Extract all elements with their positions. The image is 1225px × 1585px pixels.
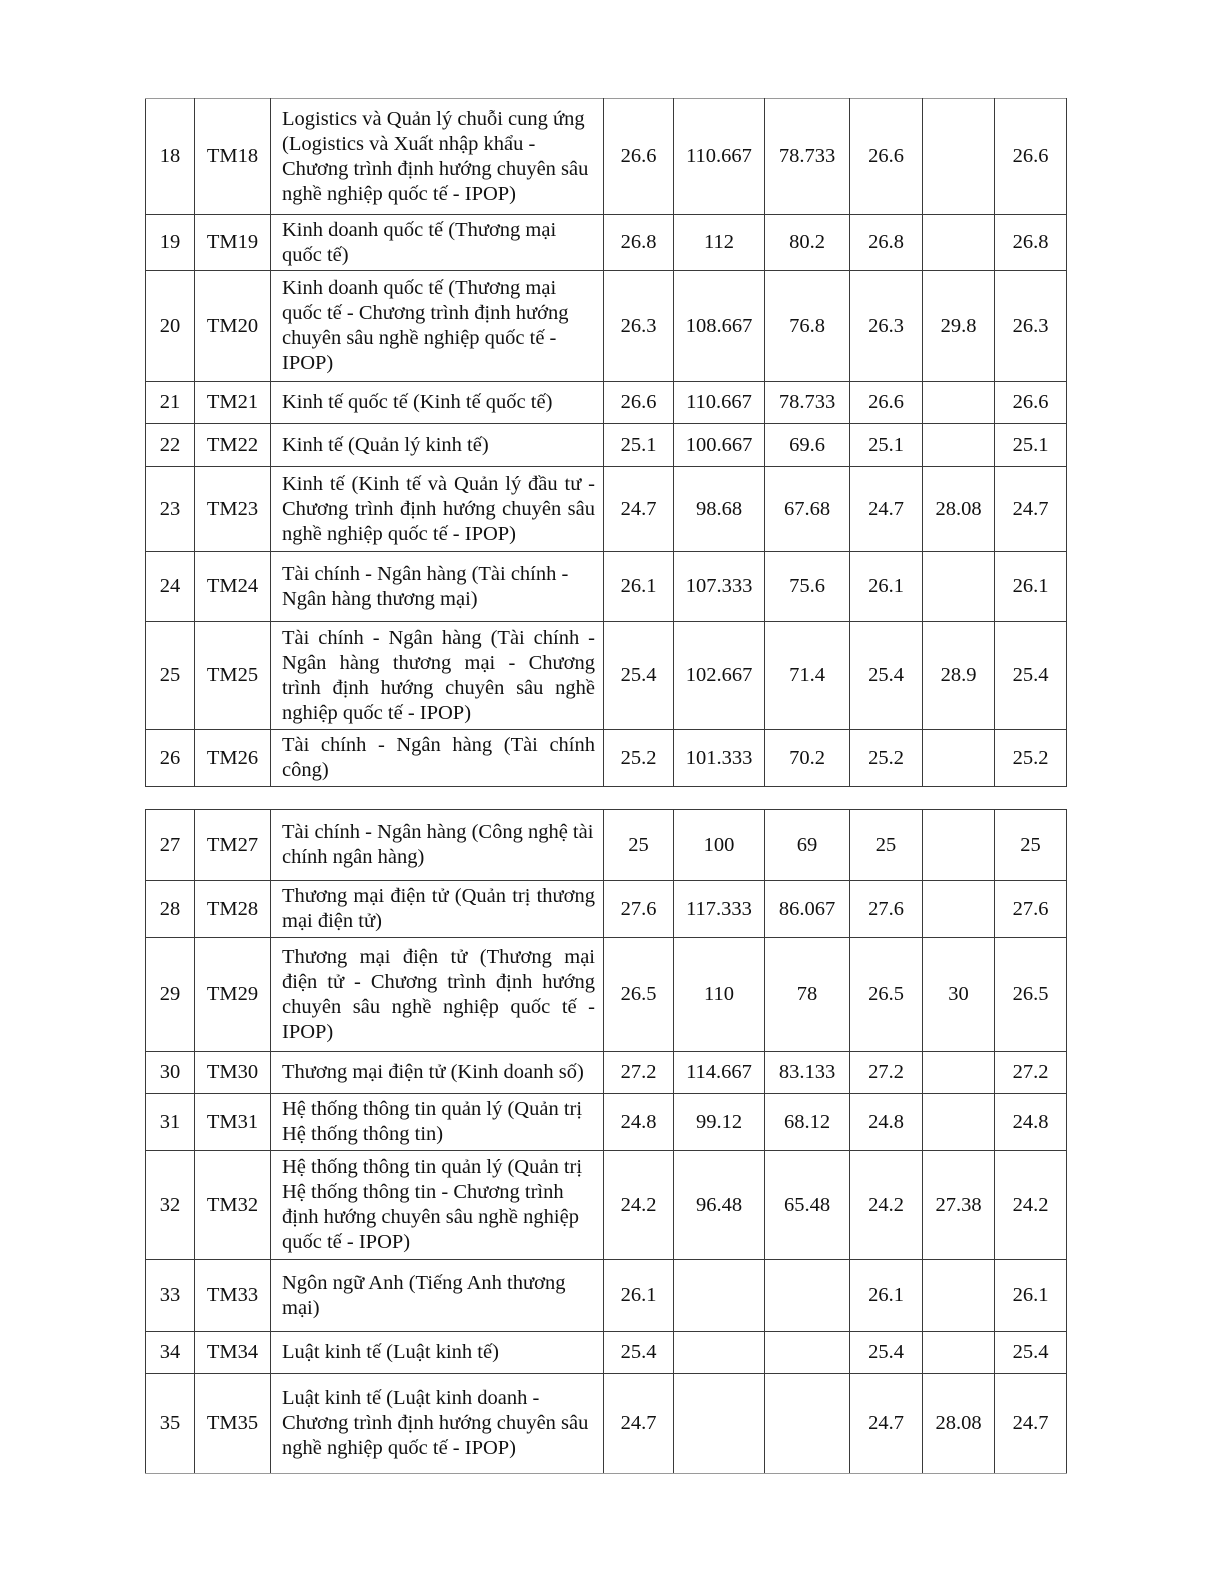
score-col-5-cell: 28.08 [923, 1374, 995, 1474]
row-number-cell: 35 [146, 1374, 195, 1474]
score-col-2-cell: 117.333 [674, 881, 765, 938]
score-col-3-cell: 76.8 [765, 271, 850, 382]
score-col-6-cell: 26.6 [995, 382, 1067, 424]
score-col-3-cell: 78 [765, 938, 850, 1052]
program-name-cell: Tài chính - Ngân hàng (Tài chính - Ngân hàng thương mại - Chương trình định hướng chuyên sâu nghề nghiệp quốc tế - IPOP) [271, 622, 604, 730]
table-row [146, 424, 1067, 467]
score-col-5-cell: 30 [923, 938, 995, 1052]
program-name-cell: Thương mại điện tử (Thương mại điện tử - Chương trình định hướng chuyên sâu nghề nghiệp quốc tế - IPOP) [271, 938, 604, 1052]
program-name-cell: Kinh doanh quốc tế (Thương mại quốc tế - Chương trình định hướng chuyên sâu nghề nghiệp quốc tế - IPOP) [271, 271, 604, 382]
score-col-5-cell: 28.9 [923, 622, 995, 730]
score-col-4-cell: 25 [850, 810, 923, 881]
score-col-3-cell: 86.067 [765, 881, 850, 938]
score-col-1-cell: 26.1 [604, 1260, 674, 1332]
program-code-cell: TM23 [195, 467, 271, 552]
table-row [146, 810, 1067, 881]
score-col-4-cell: 26.6 [850, 382, 923, 424]
row-number-cell: 33 [146, 1260, 195, 1332]
score-col-6-cell: 27.6 [995, 881, 1067, 938]
row-number-cell: 19 [146, 215, 195, 271]
score-col-3-cell: 68.12 [765, 1094, 850, 1151]
row-number-cell: 23 [146, 467, 195, 552]
score-col-5-cell: 27.38 [923, 1151, 995, 1260]
score-col-6-cell: 26.3 [995, 271, 1067, 382]
program-name-cell: Luật kinh tế (Luật kinh tế) [271, 1332, 604, 1374]
row-number-cell: 24 [146, 552, 195, 622]
score-col-4-cell: 24.7 [850, 1374, 923, 1474]
score-col-5-cell: 29.8 [923, 271, 995, 382]
score-col-5-cell [923, 424, 995, 467]
score-col-1-cell: 26.6 [604, 99, 674, 215]
score-col-5-cell [923, 881, 995, 938]
program-name-cell: Kinh tế (Quản lý kinh tế) [271, 424, 604, 467]
score-col-2-cell: 107.333 [674, 552, 765, 622]
score-col-5-cell [923, 1094, 995, 1151]
score-col-2-cell: 110.667 [674, 382, 765, 424]
score-col-1-cell: 26.8 [604, 215, 674, 271]
program-name-cell: Tài chính - Ngân hàng (Tài chính công) [271, 730, 604, 787]
score-col-6-cell: 24.8 [995, 1094, 1067, 1151]
score-col-3-cell: 70.2 [765, 730, 850, 787]
row-number-cell: 31 [146, 1094, 195, 1151]
table-row [146, 1052, 1067, 1094]
score-col-3-cell: 80.2 [765, 215, 850, 271]
score-col-3-cell: 69 [765, 810, 850, 881]
program-name-cell: Kinh tế (Kinh tế và Quản lý đầu tư - Chương trình định hướng chuyên sâu nghề nghiệp quốc tế - IPOP) [271, 467, 604, 552]
program-code-cell: TM26 [195, 730, 271, 787]
table-row [146, 1094, 1067, 1151]
program-code-cell: TM27 [195, 810, 271, 881]
program-name-cell: Hệ thống thông tin quản lý (Quản trị Hệ thống thông tin - Chương trình định hướng chuyên sâu nghề nghiệp quốc tế - IPOP) [271, 1151, 604, 1260]
row-number-cell: 25 [146, 622, 195, 730]
score-col-1-cell: 26.5 [604, 938, 674, 1052]
program-name-cell: Thương mại điện tử (Kinh doanh số) [271, 1052, 604, 1094]
score-col-5-cell [923, 382, 995, 424]
score-col-1-cell: 26.3 [604, 271, 674, 382]
admission-score-table-part-1 [145, 98, 1067, 787]
score-col-1-cell: 24.8 [604, 1094, 674, 1151]
score-col-2-cell: 96.48 [674, 1151, 765, 1260]
score-col-6-cell: 26.1 [995, 552, 1067, 622]
score-col-4-cell: 24.7 [850, 467, 923, 552]
table-row [146, 622, 1067, 730]
score-col-4-cell: 26.6 [850, 99, 923, 215]
program-code-cell: TM25 [195, 622, 271, 730]
row-number-cell: 22 [146, 424, 195, 467]
table-row [146, 99, 1067, 215]
row-number-cell: 29 [146, 938, 195, 1052]
score-col-1-cell: 27.6 [604, 881, 674, 938]
table-row [146, 552, 1067, 622]
score-col-4-cell: 27.2 [850, 1052, 923, 1094]
table-row [146, 730, 1067, 787]
score-col-2-cell: 102.667 [674, 622, 765, 730]
table-row [146, 382, 1067, 424]
program-code-cell: TM29 [195, 938, 271, 1052]
table-row [146, 271, 1067, 382]
program-code-cell: TM32 [195, 1151, 271, 1260]
score-col-1-cell: 25.4 [604, 1332, 674, 1374]
score-col-4-cell: 26.1 [850, 552, 923, 622]
score-col-6-cell: 26.6 [995, 99, 1067, 215]
table-row [146, 1151, 1067, 1260]
score-col-2-cell: 112 [674, 215, 765, 271]
score-col-6-cell: 24.2 [995, 1151, 1067, 1260]
score-col-6-cell: 26.8 [995, 215, 1067, 271]
row-number-cell: 34 [146, 1332, 195, 1374]
score-col-6-cell: 25.1 [995, 424, 1067, 467]
score-col-5-cell: 28.08 [923, 467, 995, 552]
score-col-3-cell: 78.733 [765, 99, 850, 215]
score-col-2-cell [674, 1374, 765, 1474]
program-name-cell: Tài chính - Ngân hàng (Tài chính - Ngân hàng thương mại) [271, 552, 604, 622]
score-col-1-cell: 25.4 [604, 622, 674, 730]
program-code-cell: TM20 [195, 271, 271, 382]
score-col-4-cell: 25.4 [850, 1332, 923, 1374]
score-col-5-cell [923, 552, 995, 622]
row-number-cell: 20 [146, 271, 195, 382]
row-number-cell: 21 [146, 382, 195, 424]
program-code-cell: TM35 [195, 1374, 271, 1474]
score-col-4-cell: 25.1 [850, 424, 923, 467]
score-col-3-cell: 67.68 [765, 467, 850, 552]
program-name-cell: Kinh doanh quốc tế (Thương mại quốc tế) [271, 215, 604, 271]
program-code-cell: TM31 [195, 1094, 271, 1151]
score-col-5-cell [923, 1332, 995, 1374]
program-code-cell: TM18 [195, 99, 271, 215]
score-col-1-cell: 25.1 [604, 424, 674, 467]
score-col-6-cell: 25.2 [995, 730, 1067, 787]
score-col-1-cell: 24.2 [604, 1151, 674, 1260]
score-col-2-cell [674, 1332, 765, 1374]
score-col-4-cell: 26.8 [850, 215, 923, 271]
score-col-1-cell: 26.1 [604, 552, 674, 622]
score-col-4-cell: 26.3 [850, 271, 923, 382]
score-col-2-cell: 101.333 [674, 730, 765, 787]
row-number-cell: 30 [146, 1052, 195, 1094]
score-col-1-cell: 26.6 [604, 382, 674, 424]
score-col-3-cell [765, 1374, 850, 1474]
row-number-cell: 26 [146, 730, 195, 787]
score-col-4-cell: 27.6 [850, 881, 923, 938]
program-name-cell: Hệ thống thông tin quản lý (Quản trị Hệ thống thông tin) [271, 1094, 604, 1151]
score-col-5-cell [923, 810, 995, 881]
score-col-3-cell: 65.48 [765, 1151, 850, 1260]
table-row [146, 1374, 1067, 1474]
program-code-cell: TM30 [195, 1052, 271, 1094]
score-col-4-cell: 24.2 [850, 1151, 923, 1260]
score-col-4-cell: 26.5 [850, 938, 923, 1052]
program-code-cell: TM24 [195, 552, 271, 622]
score-col-3-cell: 78.733 [765, 382, 850, 424]
score-col-3-cell: 83.133 [765, 1052, 850, 1094]
score-col-3-cell: 71.4 [765, 622, 850, 730]
score-col-1-cell: 25 [604, 810, 674, 881]
score-col-2-cell: 108.667 [674, 271, 765, 382]
score-col-6-cell: 25.4 [995, 1332, 1067, 1374]
program-name-cell: Luật kinh tế (Luật kinh doanh - Chương trình định hướng chuyên sâu nghề nghiệp quốc tế - IPOP) [271, 1374, 604, 1474]
program-name-cell: Kinh tế quốc tế (Kinh tế quốc tế) [271, 382, 604, 424]
score-col-3-cell: 75.6 [765, 552, 850, 622]
score-col-2-cell: 114.667 [674, 1052, 765, 1094]
program-code-cell: TM33 [195, 1260, 271, 1332]
program-code-cell: TM22 [195, 424, 271, 467]
score-col-6-cell: 25.4 [995, 622, 1067, 730]
score-col-6-cell: 26.1 [995, 1260, 1067, 1332]
table-row [146, 1260, 1067, 1332]
program-code-cell: TM19 [195, 215, 271, 271]
score-col-3-cell [765, 1332, 850, 1374]
row-number-cell: 27 [146, 810, 195, 881]
score-col-4-cell: 24.8 [850, 1094, 923, 1151]
score-col-5-cell [923, 1260, 995, 1332]
score-col-6-cell: 25 [995, 810, 1067, 881]
score-col-5-cell [923, 1052, 995, 1094]
program-name-cell: Logistics và Quản lý chuỗi cung ứng (Logistics và Xuất nhập khẩu - Chương trình định hướng chuyên sâu nghề nghiệp quốc tế - IPOP) [271, 99, 604, 215]
row-number-cell: 32 [146, 1151, 195, 1260]
row-number-cell: 28 [146, 881, 195, 938]
score-col-1-cell: 24.7 [604, 1374, 674, 1474]
program-name-cell: Tài chính - Ngân hàng (Công nghệ tài chính ngân hàng) [271, 810, 604, 881]
score-col-2-cell: 110 [674, 938, 765, 1052]
table-row [146, 1332, 1067, 1374]
score-col-2-cell: 110.667 [674, 99, 765, 215]
score-col-2-cell: 100 [674, 810, 765, 881]
row-number-cell: 18 [146, 99, 195, 215]
score-col-4-cell: 25.4 [850, 622, 923, 730]
score-col-6-cell: 26.5 [995, 938, 1067, 1052]
table-row [146, 215, 1067, 271]
score-col-2-cell [674, 1260, 765, 1332]
program-code-cell: TM21 [195, 382, 271, 424]
score-col-1-cell: 27.2 [604, 1052, 674, 1094]
score-col-1-cell: 25.2 [604, 730, 674, 787]
score-col-1-cell: 24.7 [604, 467, 674, 552]
table-row [146, 467, 1067, 552]
score-col-6-cell: 27.2 [995, 1052, 1067, 1094]
score-col-5-cell [923, 215, 995, 271]
score-col-6-cell: 24.7 [995, 1374, 1067, 1474]
score-col-5-cell [923, 730, 995, 787]
program-name-cell: Ngôn ngữ Anh (Tiếng Anh thương mại) [271, 1260, 604, 1332]
score-col-2-cell: 100.667 [674, 424, 765, 467]
program-name-cell: Thương mại điện tử (Quản trị thương mại điện tử) [271, 881, 604, 938]
score-col-3-cell [765, 1260, 850, 1332]
score-col-4-cell: 25.2 [850, 730, 923, 787]
table-row [146, 938, 1067, 1052]
score-col-4-cell: 26.1 [850, 1260, 923, 1332]
program-code-cell: TM28 [195, 881, 271, 938]
score-col-6-cell: 24.7 [995, 467, 1067, 552]
score-col-2-cell: 99.12 [674, 1094, 765, 1151]
score-col-3-cell: 69.6 [765, 424, 850, 467]
score-col-2-cell: 98.68 [674, 467, 765, 552]
program-code-cell: TM34 [195, 1332, 271, 1374]
score-col-5-cell [923, 99, 995, 215]
table-row [146, 881, 1067, 938]
admission-score-table-part-2 [145, 809, 1067, 1474]
